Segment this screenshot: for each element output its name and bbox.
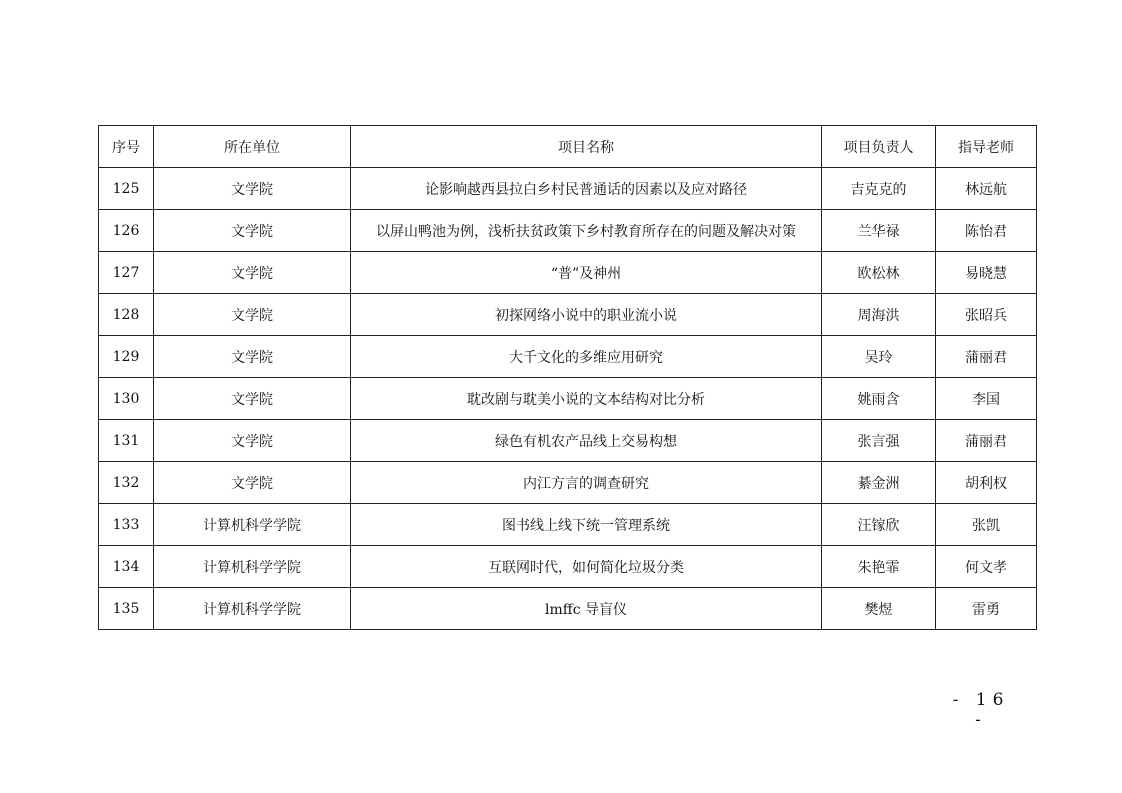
cell-project-leader: 汪镓欣: [822, 504, 936, 546]
cell-advisor: 何文孝: [936, 546, 1037, 588]
cell-serial-number: 135: [99, 588, 154, 630]
table-row: [99, 588, 1037, 630]
cell-project-leader: 欧松林: [822, 252, 936, 294]
cell-serial-number: 131: [99, 420, 154, 462]
cell-advisor: 蒲丽君: [936, 336, 1037, 378]
cell-advisor: 陈怡君: [936, 210, 1037, 252]
header-serial-number: 序号: [99, 126, 154, 168]
cell-serial-number: 127: [99, 252, 154, 294]
cell-project-leader: 綦金洲: [822, 462, 936, 504]
cell-project-name: 大千文化的多维应用研究: [351, 336, 822, 378]
cell-project-name: 内江方言的调查研究: [351, 462, 822, 504]
cell-project-name: 耽改剧与耽美小说的文本结构对比分析: [351, 378, 822, 420]
cell-project-name: 图书线上线下统一管理系统: [351, 504, 822, 546]
cell-advisor: 易晓慧: [936, 252, 1037, 294]
cell-project-name: 初探网络小说中的职业流小说: [351, 294, 822, 336]
cell-serial-number: 125: [99, 168, 154, 210]
cell-serial-number: 129: [99, 336, 154, 378]
cell-project-leader: 周海洪: [822, 294, 936, 336]
cell-advisor: 蒲丽君: [936, 420, 1037, 462]
cell-project-name: 论影响越西县拉白乡村民普通话的因素以及应对路径: [351, 168, 822, 210]
cell-unit: 文学院: [154, 168, 351, 210]
cell-project-leader: 樊煜: [822, 588, 936, 630]
cell-project-name: 互联网时代，如何简化垃圾分类: [351, 546, 822, 588]
table-row: [99, 252, 1037, 294]
table-row: [99, 210, 1037, 252]
table-row: [99, 504, 1037, 546]
header-project-name: 项目名称: [351, 126, 822, 168]
table-header-row: [99, 126, 1037, 168]
table-row: [99, 336, 1037, 378]
project-table: [98, 125, 1037, 630]
header-unit: 所在单位: [154, 126, 351, 168]
cell-project-leader: 吴玲: [822, 336, 936, 378]
cell-advisor: 李国: [936, 378, 1037, 420]
table-row: [99, 378, 1037, 420]
cell-unit: 文学院: [154, 420, 351, 462]
cell-advisor: 雷勇: [936, 588, 1037, 630]
header-project-leader: 项目负责人: [822, 126, 936, 168]
cell-advisor: 张昭兵: [936, 294, 1037, 336]
cell-project-name: “普”及神州: [351, 252, 822, 294]
cell-unit: 文学院: [154, 378, 351, 420]
cell-project-name: 以屏山鸭池为例，浅析扶贫政策下乡村教育所存在的问题及解决对策: [351, 210, 822, 252]
cell-unit: 计算机科学学院: [154, 588, 351, 630]
table-row: [99, 546, 1037, 588]
cell-unit: 计算机科学学院: [154, 504, 351, 546]
cell-serial-number: 134: [99, 546, 154, 588]
cell-unit: 文学院: [154, 252, 351, 294]
cell-advisor: 张凯: [936, 504, 1037, 546]
cell-serial-number: 128: [99, 294, 154, 336]
header-advisor: 指导老师: [936, 126, 1037, 168]
page-number: - 16 -: [952, 690, 1010, 730]
cell-unit: 计算机科学学院: [154, 546, 351, 588]
cell-unit: 文学院: [154, 294, 351, 336]
cell-project-leader: 吉克克的: [822, 168, 936, 210]
cell-serial-number: 130: [99, 378, 154, 420]
cell-project-leader: 兰华禄: [822, 210, 936, 252]
cell-advisor: 林远航: [936, 168, 1037, 210]
cell-project-name: lmffc 导盲仪: [351, 588, 822, 630]
cell-project-leader: 朱艳霏: [822, 546, 936, 588]
table-row: [99, 462, 1037, 504]
cell-unit: 文学院: [154, 210, 351, 252]
cell-serial-number: 126: [99, 210, 154, 252]
cell-serial-number: 132: [99, 462, 154, 504]
cell-advisor: 胡利权: [936, 462, 1037, 504]
cell-unit: 文学院: [154, 336, 351, 378]
cell-project-leader: 张言强: [822, 420, 936, 462]
table-row: [99, 420, 1037, 462]
cell-unit: 文学院: [154, 462, 351, 504]
cell-project-name: 绿色有机农产品线上交易构想: [351, 420, 822, 462]
cell-serial-number: 133: [99, 504, 154, 546]
cell-project-leader: 姚雨含: [822, 378, 936, 420]
table-row: [99, 168, 1037, 210]
table-row: [99, 294, 1037, 336]
